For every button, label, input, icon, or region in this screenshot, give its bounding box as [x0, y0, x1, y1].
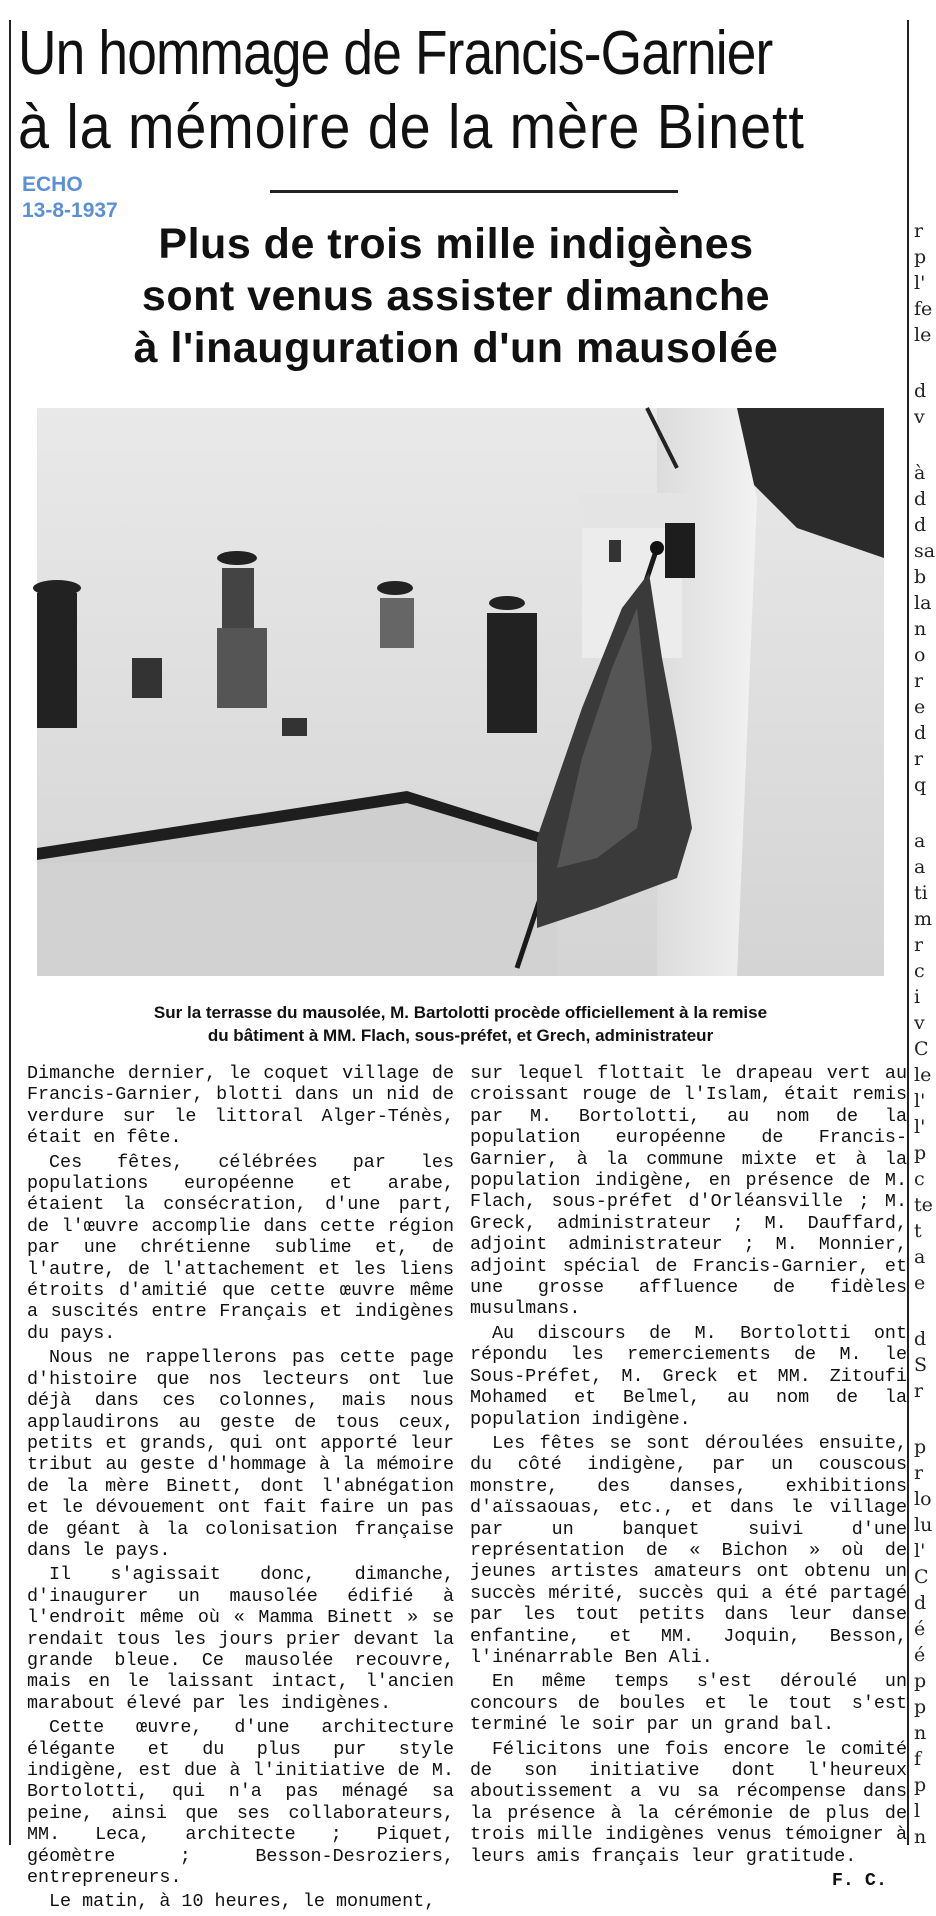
- edge-fragment: v: [914, 406, 925, 428]
- edge-fragment: fe: [914, 298, 933, 320]
- subheadline-line-2: sont venus assister dimanche: [141, 272, 771, 320]
- edge-fragment: t: [914, 1220, 922, 1242]
- edge-fragment: C: [914, 1566, 929, 1588]
- edge-fragment: l': [914, 1090, 926, 1112]
- edge-fragment: r: [914, 1462, 924, 1484]
- edge-fragment: i: [914, 986, 921, 1008]
- edge-fragment: d: [914, 722, 927, 744]
- edge-fragment: r: [914, 934, 924, 956]
- archive-stamp-name: ECHO: [22, 173, 83, 196]
- edge-fragment: c: [914, 1168, 925, 1190]
- edge-fragment: à: [914, 462, 926, 484]
- edge-fragment: e: [914, 696, 926, 718]
- edge-fragment: le: [914, 324, 932, 346]
- edge-fragment: f: [914, 1748, 922, 1770]
- edge-fragment: S: [914, 1354, 928, 1376]
- edge-fragment: c: [914, 960, 925, 982]
- edge-fragment: lo: [914, 1488, 932, 1510]
- edge-fragment: é: [914, 1618, 926, 1640]
- paragraph: Dimanche dernier, le coquet village de Francis-Garnier, blotti dans un nid de verdure sur le littoral Alger-Ténès, était en fête.: [27, 1063, 454, 1149]
- paragraph: Félicitons une fois encore le comité de son initiative dont l'heureux aboutissement a vu sa récompense dans la présence à la cérémonie de plus de trois mille indigènes venus témoigner à leurs amis français leur gratitude.: [470, 1738, 907, 1867]
- edge-fragment: é: [914, 1644, 926, 1666]
- edge-fragment: p: [914, 246, 927, 268]
- article-column-left: [27, 1063, 454, 1916]
- edge-fragment: a: [914, 1246, 926, 1268]
- edge-fragment: l': [914, 1540, 926, 1562]
- edge-fragment: n: [914, 1722, 927, 1744]
- edge-fragment: p: [914, 1696, 927, 1718]
- paragraph: Cette œuvre, d'une architecture élégante et du plus pur style indigène, est due à l'initiative de M. Bortolotti, qui n'a pas ménagé sa peine, ainsi que ses collaborateurs, MM. Leca, architecte ; Piquet, géomètre ; Besson-Desroziers, entrepreneurs.: [27, 1717, 454, 1889]
- edge-fragment: e: [914, 1272, 926, 1294]
- edge-fragment: q: [914, 774, 927, 796]
- edge-fragment: p: [914, 1142, 927, 1164]
- headline-line-1: Un hommage de Francis-Garnier: [18, 19, 773, 88]
- headline-divider: [270, 190, 678, 193]
- edge-fragment: te: [914, 1194, 933, 1216]
- subheadline-line-1: Plus de trois mille indigènes: [158, 220, 754, 268]
- paragraph: Il s'agissait donc, dimanche, d'inaugurer un mausolée édifié à l'endroit même où « Mamma Binett » se rendait tous les jours prier devant la grande bleue. Ce mausolée recouvre, mais en le laissant intact, l'ancien marabout élevé par les indigènes.: [27, 1564, 454, 1714]
- edge-fragment: sa: [914, 540, 936, 562]
- subheadline-line-3: à l'inauguration d'un mausolée: [133, 324, 779, 372]
- paragraph: Au discours de M. Bortolotti ont répondu les remerciements de M. le Sous-Préfet, M. Greck et MM. Zitoufi Mohamed et Belmel, au nom de la population indigène.: [470, 1322, 907, 1430]
- edge-fragment: l: [914, 1800, 921, 1822]
- edge-fragment: a: [914, 830, 926, 852]
- author-signature: F. C.: [831, 1870, 887, 1892]
- archive-stamp-date: 13-8-1937: [22, 199, 118, 222]
- edge-fragment: p: [914, 1436, 927, 1458]
- edge-fragment: b: [914, 566, 927, 588]
- edge-fragment: d: [914, 514, 927, 536]
- paragraph: Les fêtes se sont déroulées ensuite, du côté indigène, par un couscous monstre, des danses, exhibitions d'aïssaouas, etc., et dans le village par un banquet suivi d'une représentation de « Bichon » où de jeunes artistes amateurs ont obtenu un succès mérité, succès qui a été partagé par les tout petits dans leur danse enfantine, et MM. Joquin, Besson, l'inénarrable Ben Ali.: [470, 1432, 907, 1668]
- mausoleum-terrace-photo: [37, 408, 884, 976]
- edge-fragment: d: [914, 1592, 927, 1614]
- edge-fragment: le: [914, 1064, 932, 1086]
- edge-fragment: a: [914, 856, 926, 878]
- photo-illustration: [37, 408, 884, 976]
- edge-fragment: d: [914, 380, 927, 402]
- paragraph: Le matin, à 10 heures, le monument,: [49, 1891, 436, 1913]
- edge-fragment: r: [914, 748, 924, 770]
- edge-fragment: o: [914, 644, 926, 666]
- edge-fragment: C: [914, 1038, 929, 1060]
- edge-fragment: r: [914, 220, 924, 242]
- edge-fragment: r: [914, 670, 924, 692]
- paragraph: Ces fêtes, célébrées par les populations européenne et arabe, étaient la consécration, d'une part, de l'œuvre accomplie dans cette région par une chrétienne sublime et, de l'autre, de l'attachement et les liens étroits d'amitié que cette œuvre même a suscités entre Français et indigènes du pays.: [27, 1151, 454, 1344]
- headline-line-2: à la mémoire de la mère Binett: [18, 93, 805, 162]
- edge-fragment: n: [914, 618, 927, 640]
- edge-fragment: ti: [914, 882, 928, 904]
- edge-fragment: l': [914, 272, 926, 294]
- edge-fragment: d: [914, 488, 927, 510]
- edge-fragment: la: [914, 592, 932, 614]
- edge-fragment: r: [914, 1380, 924, 1402]
- edge-fragment: p: [914, 1670, 927, 1692]
- edge-fragment: lu: [914, 1514, 933, 1536]
- paragraph: sur lequel flottait le drapeau vert au croissant rouge de l'Islam, était remis par M. Bortolotti, au nom de la population européenne de Francis-Garnier, à la commune mixte et à la population indigène, en présence de M. Flach, sous-préfet d'Orléansville ; M. Greck, administrateur ; M. Dauffard, adjoint administrateur ; M. Monnier, adjoint spécial de Francis-Garnier, et une grosse affluence de fidèles musulmans.: [470, 1063, 907, 1320]
- photo-caption-line-1: Sur la terrasse du mausolée, M. Bartolotti procède officiellement à la remise: [153, 1003, 768, 1022]
- edge-fragment: d: [914, 1328, 927, 1350]
- edge-fragment: p: [914, 1774, 927, 1796]
- article-column-right: [470, 1063, 907, 1891]
- photo-caption-line-2: du bâtiment à MM. Flach, sous-préfet, et Grech, administrateur: [207, 1026, 714, 1045]
- edge-fragment: m: [914, 908, 933, 930]
- paragraph: En même temps s'est déroulé un concours de boules et le tout s'est terminé le soir par un grand bal.: [470, 1671, 907, 1736]
- paragraph: Nous ne rappellerons pas cette page d'histoire que nos lecteurs ont lue déjà dans ces colonnes, mais nous applaudirons au geste de tous ceux, petits et grands, qui ont apporté leur tribut au geste d'hommage à la mémoire de la mère Binett, dont l'abnégation et le dévouement ont fait faire un pas de géant à la colonisation française dans le pays.: [27, 1347, 454, 1561]
- edge-fragment: l': [914, 1116, 926, 1138]
- edge-fragment: v: [914, 1012, 925, 1034]
- edge-fragment: n: [914, 1826, 927, 1848]
